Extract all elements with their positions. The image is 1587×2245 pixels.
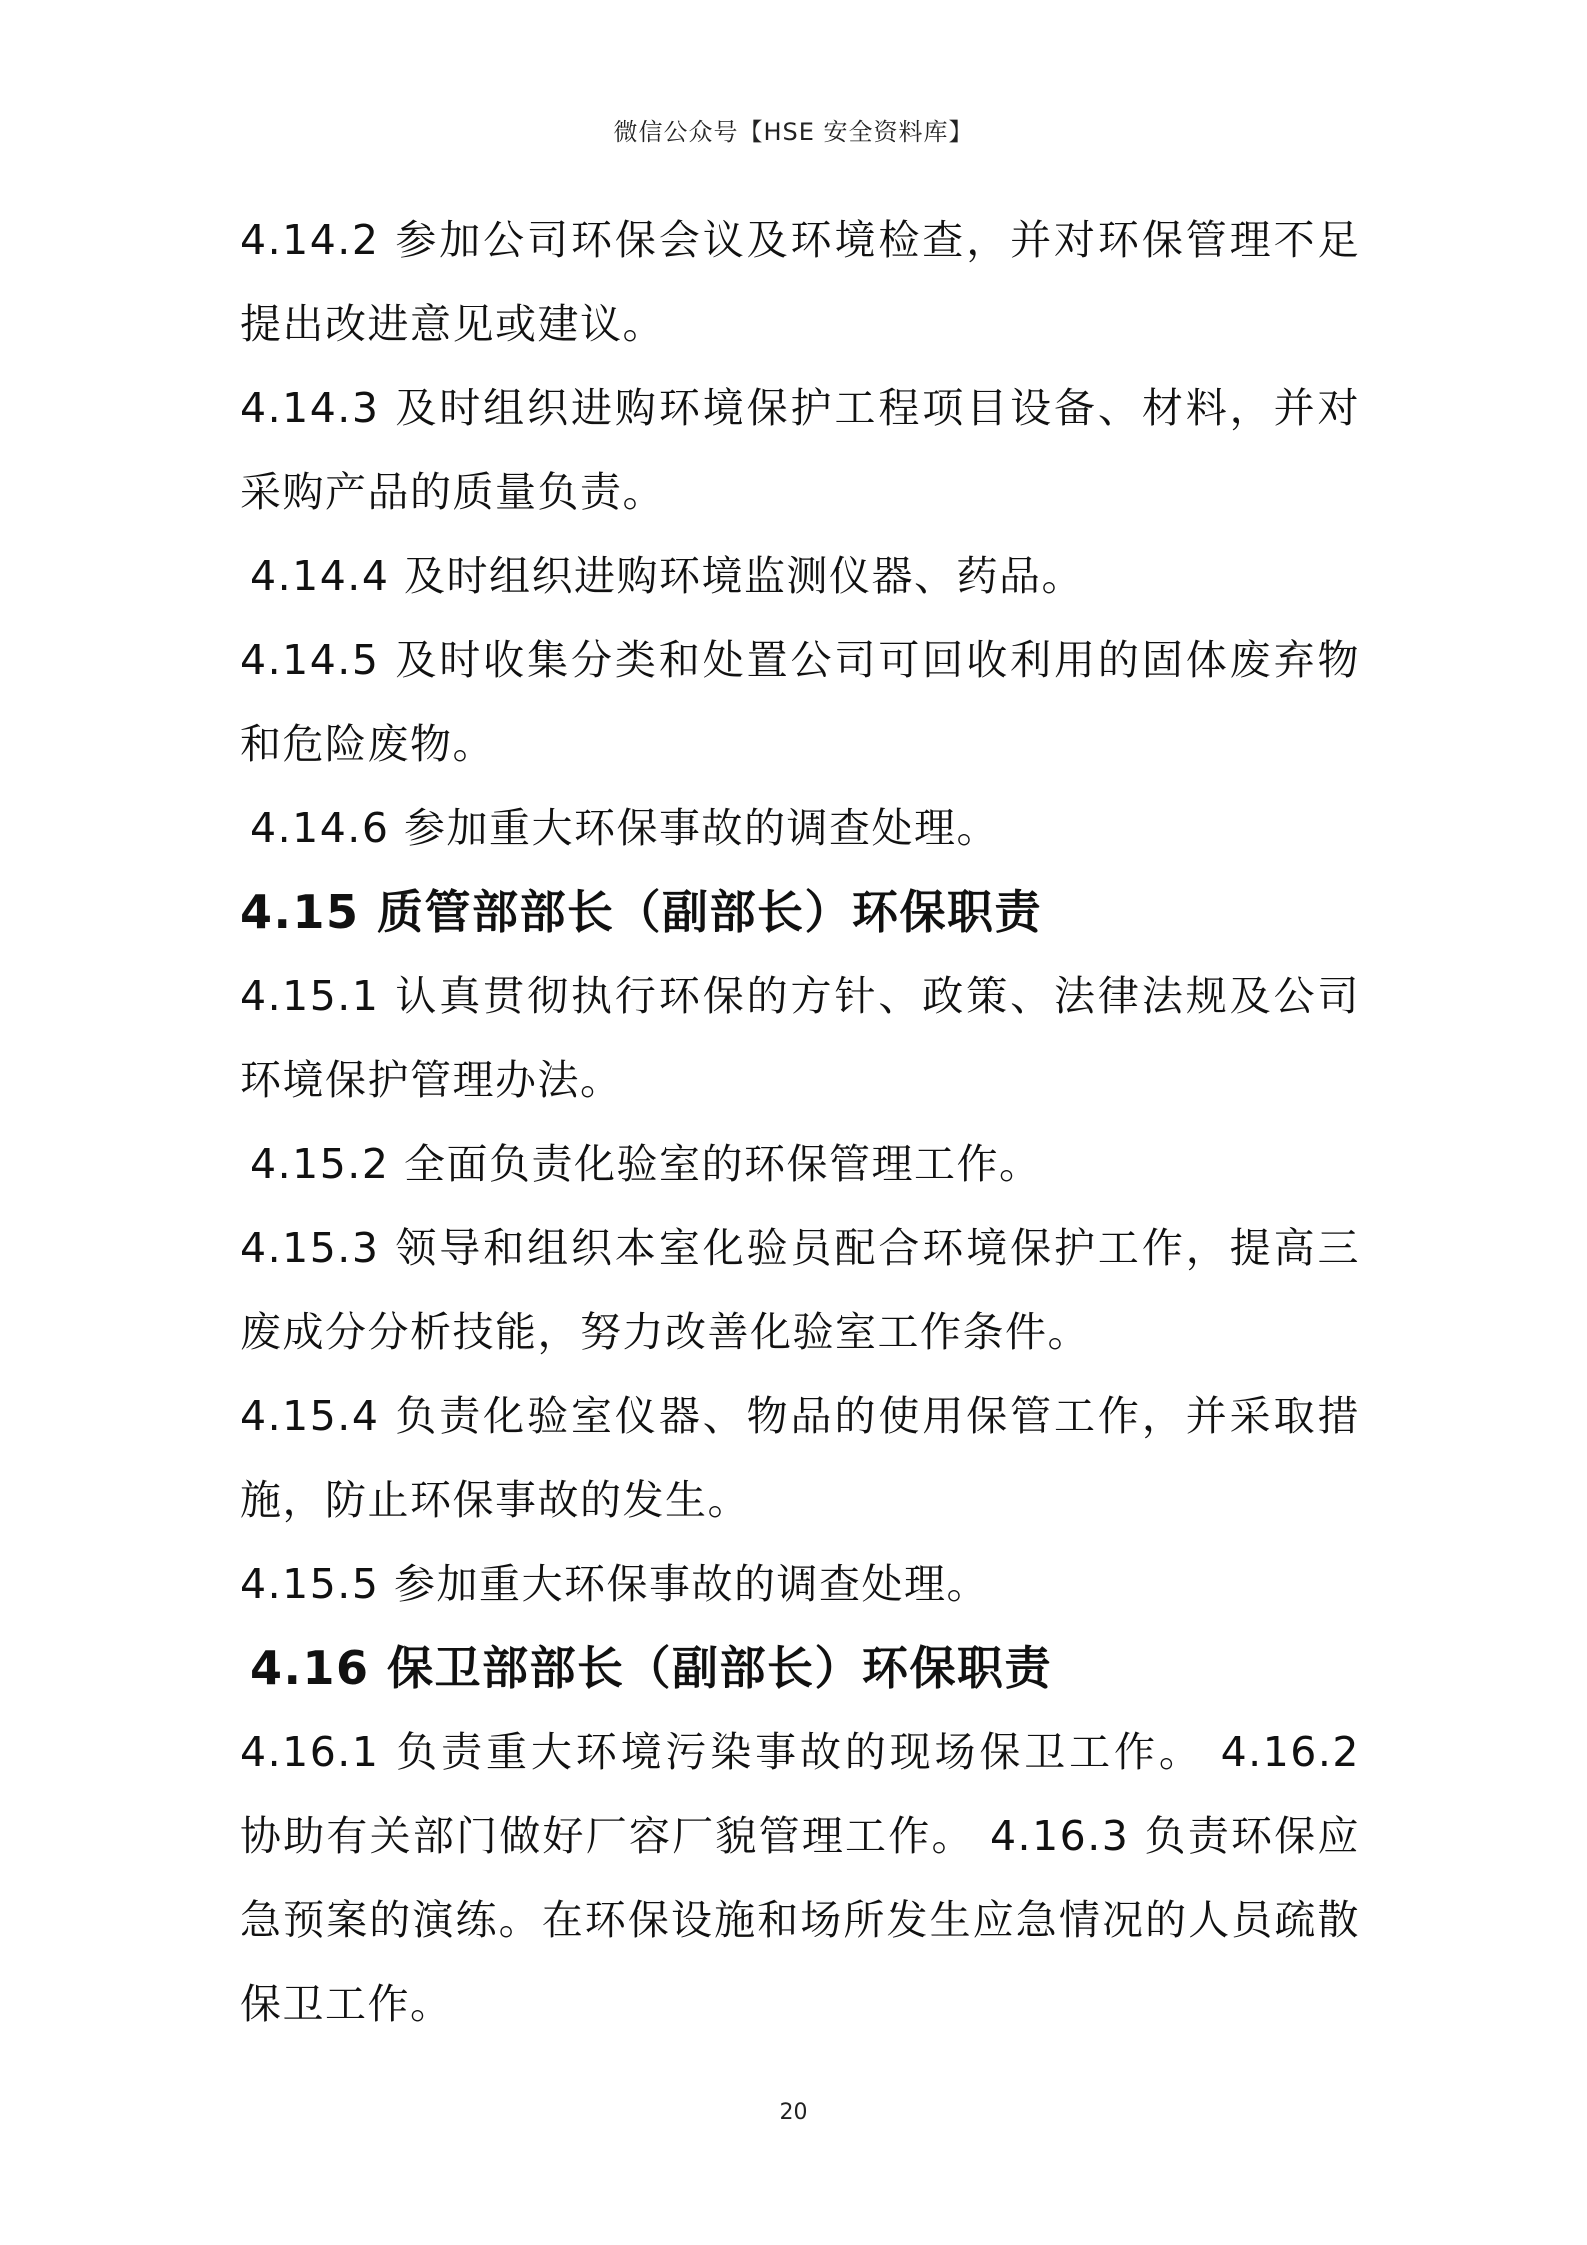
paragraph-4-14-6: 4.14.6 参加重大环保事故的调查处理。 — [250, 804, 999, 852]
document-body — [240, 198, 1360, 2046]
paragraph-4-15-1: 4.15.1 认真贯彻执行环保的方针、政策、法律法规及公司环境保护管理办法。 — [240, 972, 1360, 1104]
section-heading-4-15: 4.15 质管部部长（副部长）环保职责 — [240, 885, 1043, 939]
paragraph-4-15-2: 4.15.2 全面负责化验室的环保管理工作。 — [250, 1140, 1042, 1188]
page-number: 20 — [779, 2100, 808, 2125]
paragraph-4-16: 4.16.1 负责重大环境污染事故的现场保卫工作。 4.16.2 协助有关部门做好厂容厂貌管理工作。 4.16.3 负责环保应急预案的演练。在环保设施和场所发生应急情况的人员疏散保卫工作。 — [240, 1728, 1360, 2028]
paragraph-4-14-5: 4.14.5 及时收集分类和处置公司可回收利用的固体废弃物和危险废物。 — [240, 636, 1360, 768]
section-heading-4-16: 4.16 保卫部部长（副部长）环保职责 — [250, 1641, 1053, 1695]
paragraph-4-14-3: 4.14.3 及时组织进购环境保护工程项目设备、材料，并对采购产品的质量负责。 — [240, 384, 1360, 516]
paragraph-4-15-5: 4.15.5 参加重大环保事故的调查处理。 — [240, 1560, 989, 1608]
paragraph-4-14-4: 4.14.4 及时组织进购环境监测仪器、药品。 — [250, 552, 1084, 600]
page-header: 微信公众号【HSE 安全资料库】 — [613, 118, 974, 146]
paragraph-4-14-2: 4.14.2 参加公司环保会议及环境检查，并对环保管理不足提出改进意见或建议。 — [240, 216, 1360, 348]
paragraph-4-15-4: 4.15.4 负责化验室仪器、物品的使用保管工作，并采取措施，防止环保事故的发生。 — [240, 1392, 1360, 1524]
paragraph-4-15-3: 4.15.3 领导和组织本室化验员配合环境保护工作，提高三废成分分析技能，努力改善化验室工作条件。 — [240, 1224, 1360, 1356]
